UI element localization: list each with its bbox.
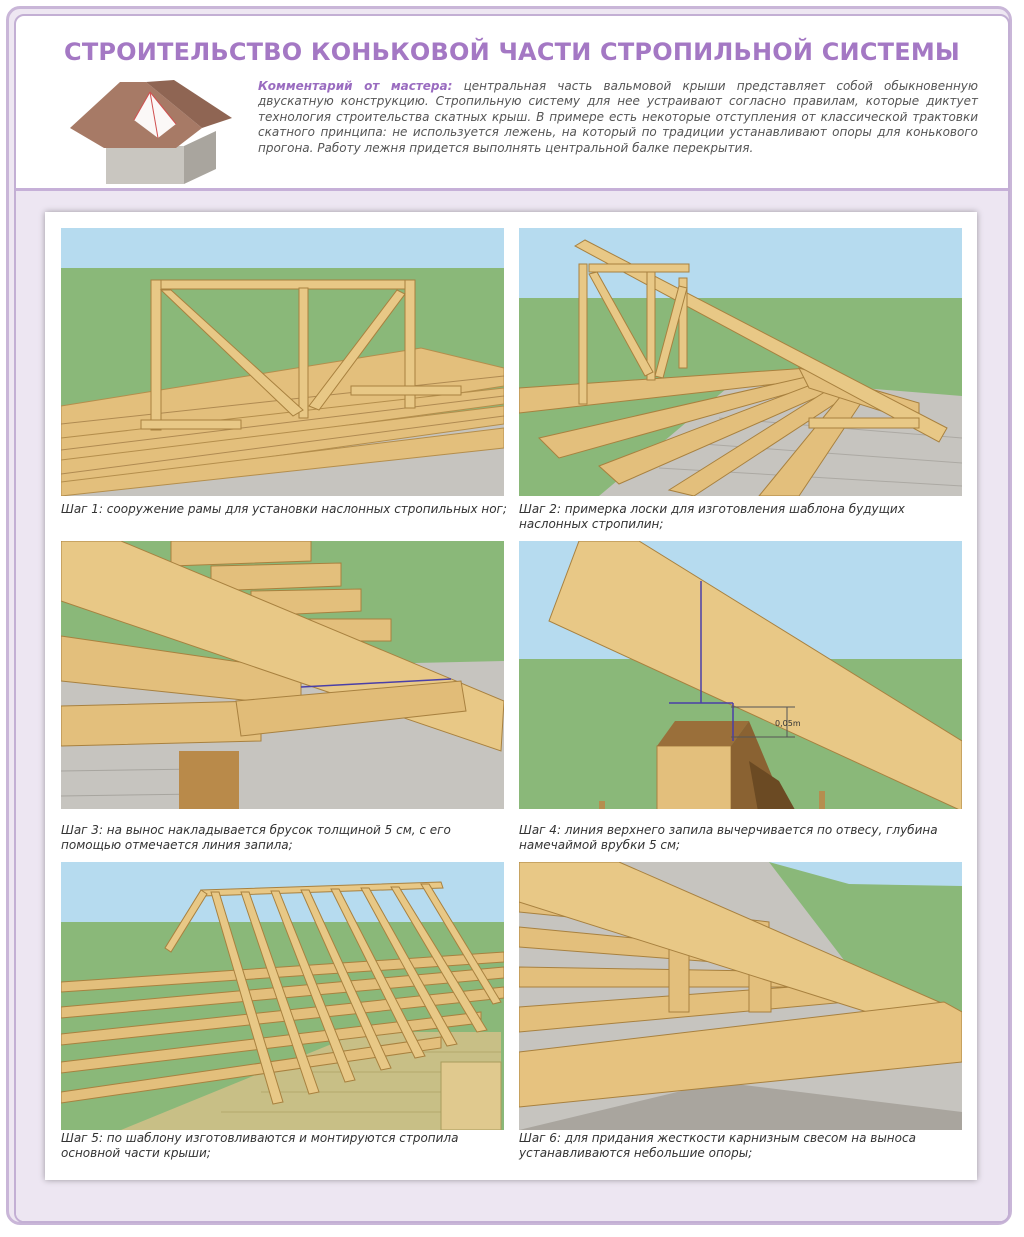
comment-text: центральная часть вальмовой крыши представляет собой обыкновенную двускатную конструкцию. Стропильную систему для нее устраивают согласно правилам, которые диктует технология строительства скатных крыш. В примере есть некоторые отступления от классической трактовки скатного принципа: не используется лежень, на который по традиции устанавливают опоры для конькового прогона. Работу лежня придется выполнять центральной балке перекрытия. [258, 79, 978, 155]
step-2-caption: Шаг 2: примерка лоски для изготовления шаблона будущих наслонных стропилин; [519, 502, 905, 531]
step-6-image [519, 862, 962, 1130]
step-4-image [519, 541, 962, 809]
step-4-caption: Шаг 4: линия верхнего запила вычерчивается по отвесу, глубина намечаймой врубки 5 см; [519, 823, 938, 852]
step-3-image [61, 541, 504, 809]
page-title: СТРОИТЕЛЬСТВО КОНЬКОВОЙ ЧАСТИ СТРОПИЛЬНОЙ СИСТЕМЫ [64, 38, 960, 66]
step-5-caption: Шаг 5: по шаблону изготовливаются и монтируются стропила основной части крыши; [61, 1131, 459, 1160]
step-3-caption: Шаг 3: на вынос накладывается брусок толщиной 5 см, с его помощью отмечается линия запила; [61, 823, 451, 852]
master-comment [258, 79, 978, 156]
step-6-caption: Шаг 6: для придания жесткости карнизным свесом на выноса устанавливаются небольшие опоры; [519, 1131, 916, 1160]
comment-lead: Комментарий от мастера: [258, 79, 453, 93]
hip-roof-illustration [64, 76, 234, 191]
step-5-image [61, 862, 504, 1130]
step-1-image [61, 228, 504, 496]
step-2-image [519, 228, 962, 496]
step-1-caption: Шаг 1: сооружение рамы для установки наслонных стропильных ног; [61, 502, 507, 516]
dimension-label: 0,05m [775, 719, 801, 728]
